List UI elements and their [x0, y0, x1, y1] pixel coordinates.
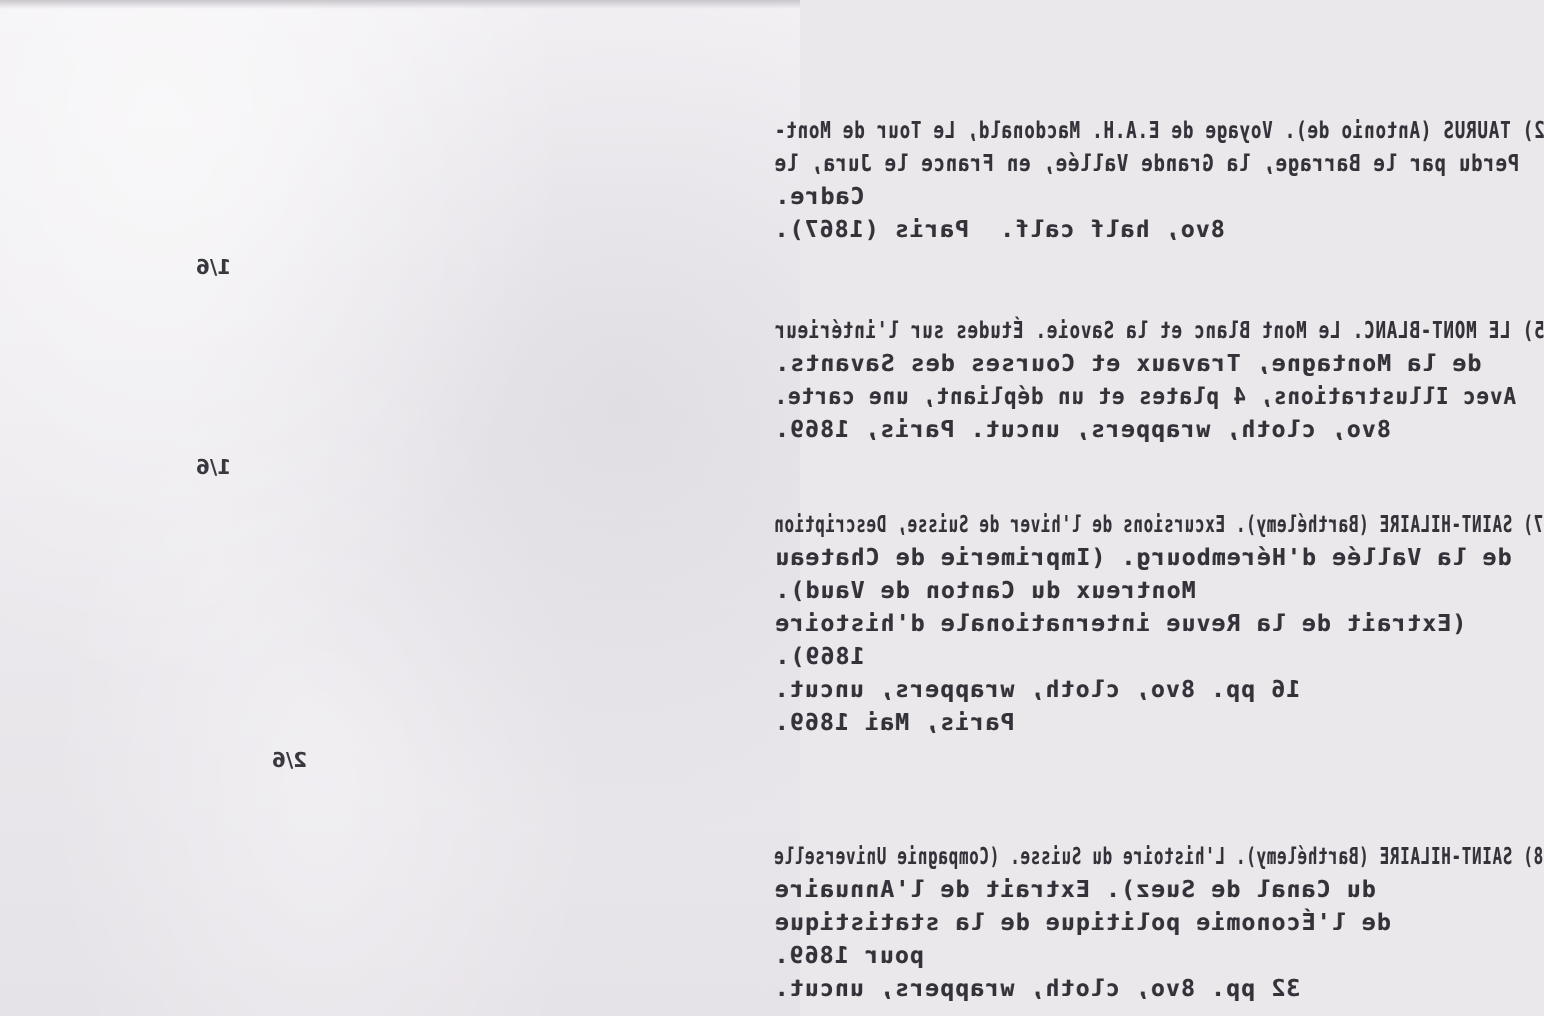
- entry-line: pour 1869.: [774, 943, 955, 969]
- entry-line: 32 pp. 8vo, cloth, wrappers, uncut.: [774, 976, 1331, 1002]
- entry-line: Montreux du Canton de Vaud).: [774, 578, 1226, 604]
- page-top-edge: [0, 0, 800, 9]
- entry-line: 16 pp. 8vo, cloth, wrappers, uncut.: [774, 677, 1331, 703]
- entry-line: Avec Illustrations, 4 plates et un dépliant, une carte.: [774, 384, 1544, 410]
- entry-line: du Canal de Suez). Extrait de l'Annuaire: [774, 877, 1406, 903]
- entry-line: 8) SAINT-HILAIRE (Barthélemy). L'histoire du Suisse. (Compagnie Universelle: [774, 844, 1544, 870]
- entry-line: de la Vallée d'Hérembourg. (Imprimerie de Chateau: [774, 545, 1542, 571]
- entry-line: Cadre.: [774, 184, 895, 210]
- entry-line: de la Montagne, Travaux et Courses des Savants.: [774, 351, 1512, 377]
- shelf-reference: 1/6: [196, 455, 232, 479]
- shelf-reference: 2/6: [272, 748, 308, 772]
- entry-line: 7) SAINT-HILAIRE (Barthélemy). Excursions de l'hiver de Suisse, Description: [774, 512, 1544, 538]
- entry-line: 8vo, cloth, wrappers, uncut. Paris, 1869.: [774, 417, 1422, 443]
- entry-line: 5) LE MONT-BLANC. Le Mont Blanc et la Savoie. Études sur l'intérieur: [774, 318, 1544, 344]
- entry-line: 2) TAURUS (Antonio de). Voyage de E.A.H. Macdonald, Le Tour de Mont-: [774, 118, 1544, 144]
- entry-line: de l'Économie politique de la statistique: [774, 910, 1422, 936]
- entry-line: Perdu par le Barrage, la Grande Vallée, en France le Jura, le: [774, 151, 1544, 177]
- entry-line: 1869).: [774, 644, 895, 670]
- entry-line: 8vo, half calf. Paris (1867).: [774, 217, 1256, 243]
- entry-line: Paris, Mai 1869.: [774, 710, 1045, 736]
- entry-line: (Extrait de la Revue internationale d'histoire: [774, 611, 1497, 637]
- shelf-reference: 1/6: [196, 255, 232, 279]
